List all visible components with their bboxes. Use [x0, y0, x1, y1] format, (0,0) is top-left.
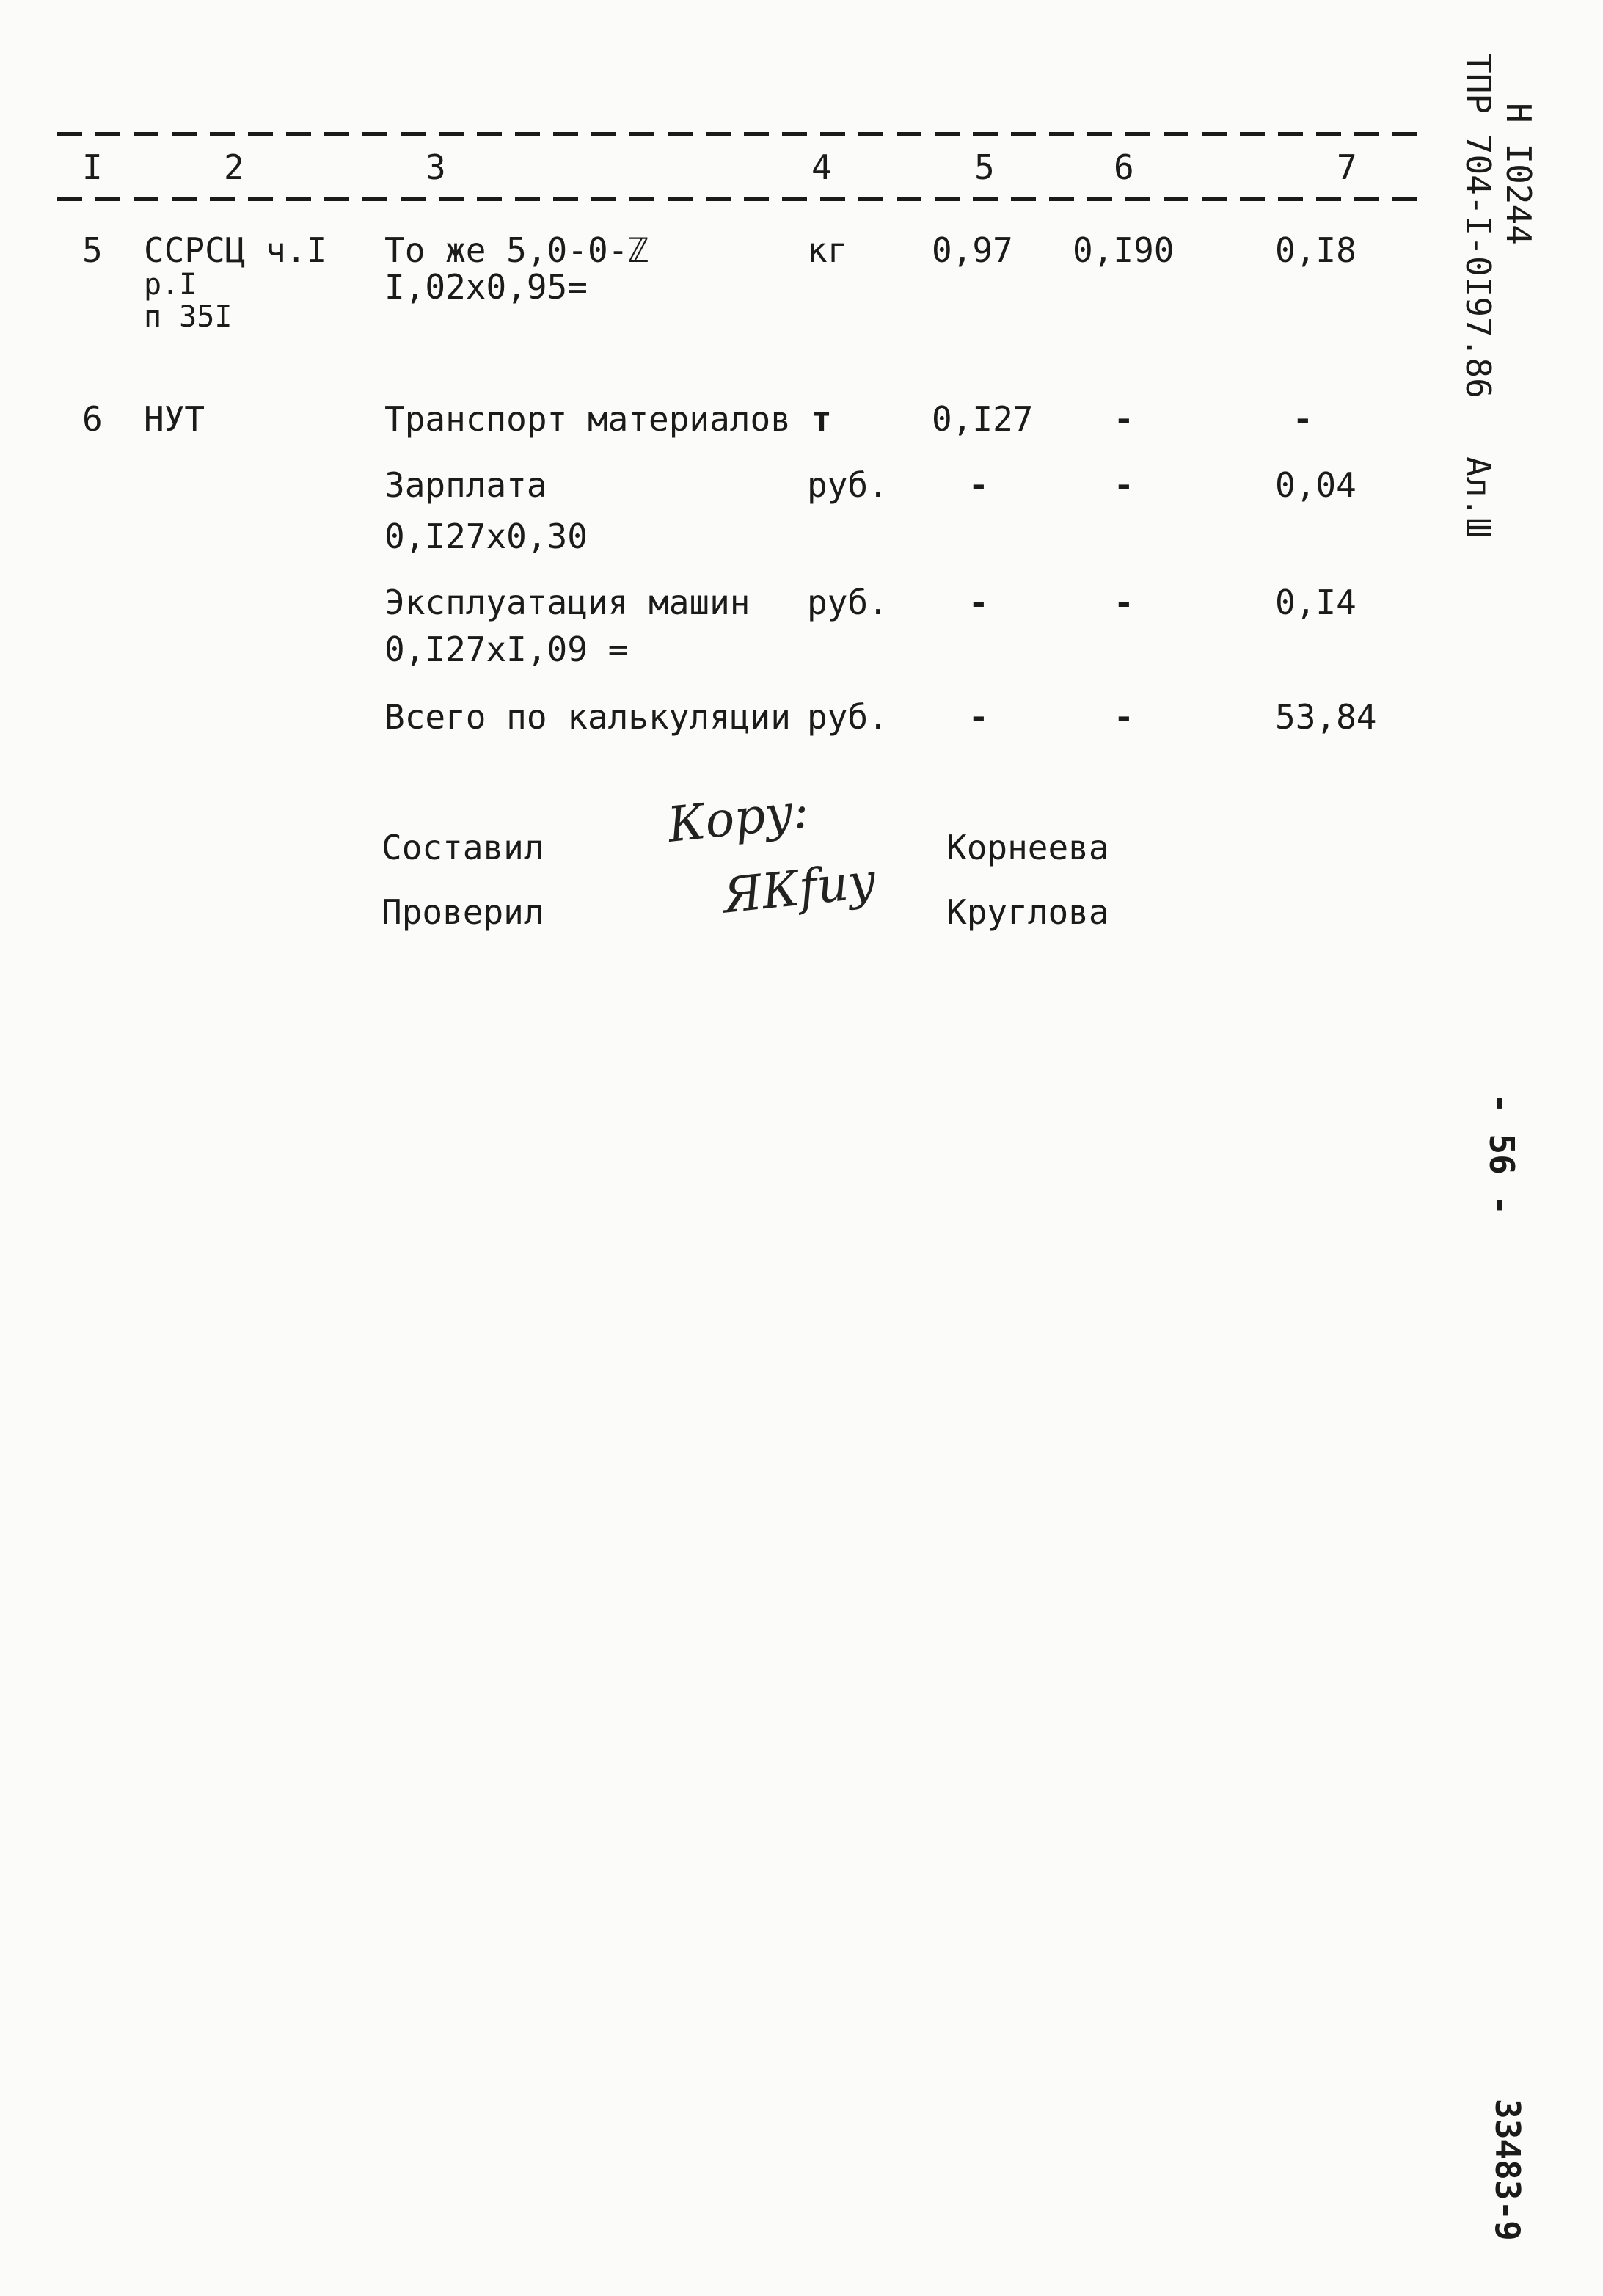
row-description: Транспорт материалов: [384, 399, 791, 439]
doc-number-label: Н I0244: [1499, 103, 1538, 245]
source-reference: НУТ: [144, 399, 205, 439]
row-number: 5: [82, 230, 103, 270]
signature-role: Проверил: [381, 892, 544, 932]
row-unit: руб.: [807, 697, 888, 737]
row-description: То же 5,0-0-ℤ: [384, 230, 649, 270]
row-col6: -: [1114, 583, 1134, 622]
row-description: 0,I27х0,30: [384, 517, 588, 556]
row-col6: 0,I90: [1073, 230, 1175, 270]
row-col6: -: [1114, 399, 1134, 439]
column-header: I: [82, 147, 103, 187]
handwritten-signature: ЯКfuy: [720, 852, 879, 925]
project-code-label: ТПР 704-I-0I97.86: [1458, 53, 1498, 398]
row-unit: кг: [807, 230, 848, 270]
signature-role: Составил: [381, 828, 544, 867]
row-col7: -: [1293, 399, 1313, 439]
column-header: 3: [426, 147, 446, 187]
table-top-rule: [57, 132, 1422, 136]
row-col6: -: [1114, 697, 1134, 737]
row-col7: 0,I8: [1275, 230, 1356, 270]
column-header: 7: [1337, 147, 1357, 187]
signer-name: Корнеева: [946, 828, 1109, 867]
row-col7: 0,04: [1275, 465, 1356, 505]
row-col5: -: [968, 465, 989, 505]
row-description: Эксплуатация машин: [384, 583, 751, 622]
row-col6: -: [1114, 465, 1134, 505]
row-col5: -: [968, 583, 989, 622]
handwritten-signature: Корy:: [665, 782, 812, 853]
row-unit: т: [811, 399, 832, 439]
sheet-label: Ал.Ш: [1458, 456, 1498, 538]
archive-code-label: 33483-9: [1488, 2099, 1527, 2241]
row-description: I,02х0,95=: [384, 267, 588, 307]
signer-name: Круглова: [946, 892, 1109, 932]
row-col5: 0,97: [932, 230, 1013, 270]
row-col5: -: [968, 697, 989, 737]
column-header: 4: [811, 147, 832, 187]
page-number-label: - 56 -: [1482, 1093, 1522, 1216]
row-col7: 0,I4: [1275, 583, 1356, 622]
row-description: Зарплата: [384, 465, 547, 505]
source-reference: ССРСЦ ч.I: [144, 230, 327, 270]
column-header: 5: [974, 147, 995, 187]
column-header: 2: [224, 147, 244, 187]
row-col5: 0,I27: [932, 399, 1034, 439]
source-reference: р.I: [144, 268, 197, 302]
row-description: 0,I27хI,09 =: [384, 630, 629, 669]
row-number: 6: [82, 399, 103, 439]
row-unit: руб.: [807, 465, 888, 505]
row-description: Всего по калькуляции: [384, 697, 791, 737]
header-bottom-rule: [57, 197, 1422, 201]
column-header: 6: [1114, 147, 1134, 187]
row-unit: руб.: [807, 583, 888, 622]
source-reference: п 35I: [144, 300, 233, 334]
row-col7: 53,84: [1275, 697, 1377, 737]
